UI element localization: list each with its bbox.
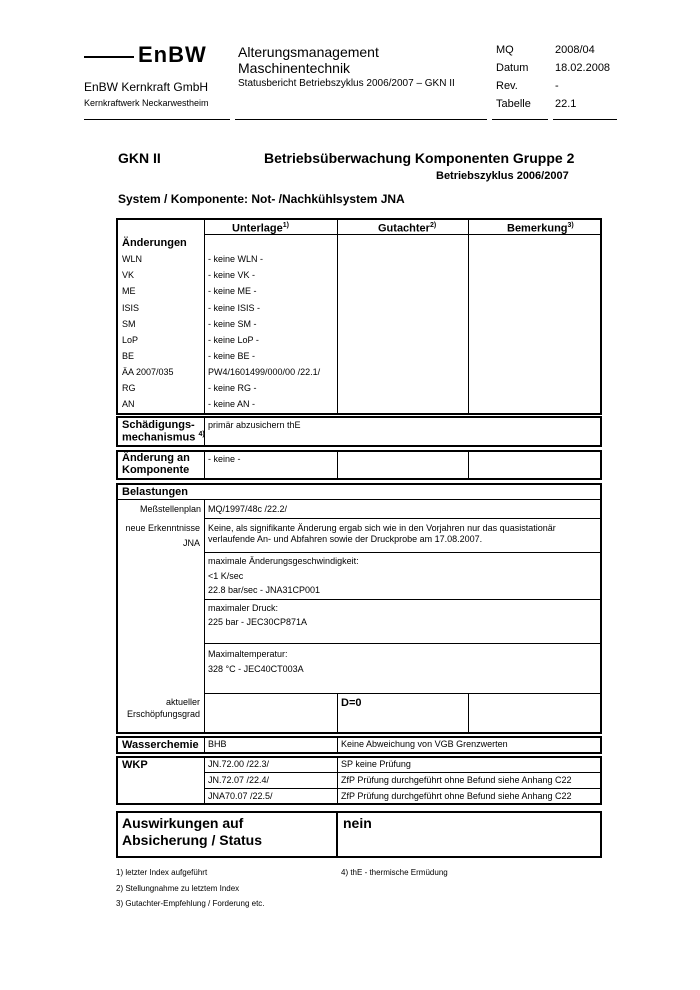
col-divider (204, 738, 205, 752)
wasserchemie-title: Wasserchemie (122, 739, 199, 751)
col-divider (468, 452, 469, 478)
aenderung-value: - keine SM - (208, 319, 257, 329)
page-title: Betriebsüberwachung Komponenten Gruppe 2 (264, 150, 575, 166)
aenderung-label: SM (122, 319, 136, 329)
wasserchemie-unterlage: BHB (208, 739, 227, 749)
meta-label-rev: Rev. (496, 80, 518, 92)
meta-label-datum: Datum (496, 62, 529, 74)
messstellenplan-label: Meßstellenplan (140, 504, 202, 514)
auswirkungen-value: nein (343, 815, 372, 831)
aenderung-label: ÄA 2007/035 (122, 367, 174, 377)
aenderungen-title: Änderungen (122, 237, 187, 249)
col-divider (337, 452, 338, 478)
auswirkungen-title-2: Absicherung / Status (122, 832, 263, 848)
meta-label-tabelle: Tabelle (496, 98, 531, 110)
gradient-title: maximale Änderungsgeschwindigkeit: (208, 556, 359, 566)
col-divider (468, 220, 469, 413)
neue-erkenntnisse-label-1: neue Erkenntnisse (125, 523, 200, 533)
schaedigung-title-1: Schädigungs- (122, 419, 195, 431)
aenderung-label: LoP (122, 335, 139, 345)
gradient-value-1: <1 K/sec (208, 571, 244, 581)
messstellenplan-value: MQ/1997/48c /22.2/ (208, 504, 288, 514)
erschoepfung-value: D=0 (341, 697, 362, 709)
aenderung-label: VK (122, 270, 135, 280)
aenderung-value: - keine WLN - (208, 254, 264, 264)
temperatur-title: Maximaltemperatur: (208, 649, 288, 659)
header-rule (235, 119, 487, 120)
col-divider (204, 758, 205, 803)
meta-value-datum: 18.02.2008 (555, 62, 611, 74)
col-divider (204, 499, 205, 732)
row-rule (204, 693, 600, 694)
col-divider (337, 738, 338, 752)
header-rule (492, 119, 548, 120)
aenderung-value: - keine ME - (208, 286, 257, 296)
cycle-label: Betriebszyklus 2006/2007 (436, 170, 569, 182)
col-divider (204, 220, 205, 413)
wasserchemie-bemerkung: Keine Abweichung von VGB Grenzwerten (341, 739, 508, 749)
aenderung-komponente-title-1: Änderung an (122, 452, 190, 464)
meta-value-rev: - (555, 80, 559, 92)
company-logo: EnBW (138, 42, 207, 67)
neue-erkenntnisse-text-2: verlaufende An- und Abfahren sowie der Druckprobe am 17.08.2007. (208, 534, 483, 544)
row-rule (204, 552, 600, 553)
header-title-line2: Maschinentechnik (238, 60, 351, 76)
row-rule (204, 772, 600, 773)
aenderung-value: - keine BE - (208, 351, 256, 361)
aenderung-komponente-value: - keine - (208, 454, 241, 464)
aenderung-value: - keine AN - (208, 399, 256, 409)
wkp-bemerkung: ZfP Prüfung durchgeführt ohne Befund siehe Anhang C22 (341, 775, 572, 785)
gradient-value-2: 22.8 bar/sec - JNA31CP001 (208, 585, 321, 595)
col-header-bemerkung: Bemerkung$^{3)}$ (507, 222, 574, 235)
meta-value-mq: 2008/04 (555, 44, 595, 56)
aenderungen-block (116, 218, 602, 415)
col-divider (468, 693, 469, 732)
aenderung-label: RG (122, 383, 136, 393)
row-rule (204, 788, 600, 789)
col-divider (204, 452, 205, 478)
system-label: System / Komponente: Not- /Nachkühlsystem JNA (118, 192, 405, 206)
header-rule (84, 119, 230, 120)
aenderung-value: - keine LoP - (208, 335, 259, 345)
logo-line (84, 56, 134, 58)
header-subtitle: Statusbericht Betriebszyklus 2006/2007 – GKN II (238, 78, 455, 89)
aenderung-label: BE (122, 351, 135, 361)
wkp-unterlage: JN.72.07 /22.4/ (208, 775, 270, 785)
col-header-unterlage: Unterlage$^{1)}$ (232, 222, 289, 235)
header-rule (553, 119, 617, 120)
druck-value: 225 bar - JEC30CP871A (208, 617, 308, 627)
temperatur-value: 328 °C - JEC40CT003A (208, 664, 304, 674)
meta-value-tabelle: 22.1 (555, 98, 577, 110)
footnote-4: 4) thE - thermische Ermüdung (341, 868, 448, 877)
aenderung-value: - keine RG - (208, 383, 257, 393)
unit-label: GKN II (118, 150, 161, 166)
row-rule (204, 599, 600, 600)
wkp-bemerkung: ZfP Prüfung durchgeführt ohne Befund siehe Anhang C22 (341, 791, 572, 801)
erschoepfung-label-2: Erschöpfungsgrad (126, 709, 200, 719)
neue-erkenntnisse-label-2: JNA (182, 538, 200, 548)
druck-title: maximaler Druck: (208, 603, 279, 613)
row-rule (204, 643, 600, 644)
meta-label-mq: MQ (496, 44, 514, 56)
col-header-gutachter: Gutachter$^{2)}$ (378, 222, 437, 235)
col-divider (336, 813, 338, 856)
aenderung-value: - keine ISIS - (208, 303, 261, 313)
aenderung-value: PW4/1601499/000/00 /22.1/ (208, 367, 321, 377)
header-title-line1: Alterungsmanagement (238, 44, 379, 60)
aenderung-label: WLN (122, 254, 142, 264)
aenderung-label: ME (122, 286, 136, 296)
row-rule (118, 499, 600, 500)
company-name: EnBW Kernkraft GmbH (84, 80, 209, 94)
neue-erkenntnisse-text-1: Keine, als signifikante Änderung ergab sich wie in den Vorjahren nur das quasistationär (208, 523, 556, 533)
belastungen-title: Belastungen (122, 486, 189, 498)
aenderung-value: - keine VK - (208, 270, 256, 280)
wkp-bemerkung: SP keine Prüfung (341, 759, 411, 769)
aenderung-label: AN (122, 399, 135, 409)
col-divider (337, 693, 338, 732)
schaedigung-value: primär abzusichern thE (208, 420, 301, 430)
erschoepfung-label-1: aktueller (165, 697, 200, 707)
wkp-title: WKP (122, 759, 148, 771)
aenderung-komponente-title-2: Komponente (122, 464, 190, 476)
wkp-unterlage: JNA70.07 /22.5/ (208, 791, 273, 801)
row-rule (204, 518, 600, 519)
schaedigung-title-2: mechanismus $^{4)}$ (122, 431, 205, 444)
col-divider (337, 758, 338, 803)
footnote-3: 3) Gutachter-Empfehlung / Forderung etc. (116, 899, 265, 908)
aenderung-label: ISIS (122, 303, 140, 313)
plant-name: Kernkraftwerk Neckarwestheim (84, 98, 209, 108)
col-divider (337, 220, 338, 413)
footnote-2: 2) Stellungnahme zu letztem Index (116, 884, 240, 893)
wkp-unterlage: JN.72.00 /22.3/ (208, 759, 270, 769)
auswirkungen-title-1: Auswirkungen auf (122, 815, 244, 831)
footnote-1: 1) letzter Index aufgeführt (116, 868, 208, 877)
